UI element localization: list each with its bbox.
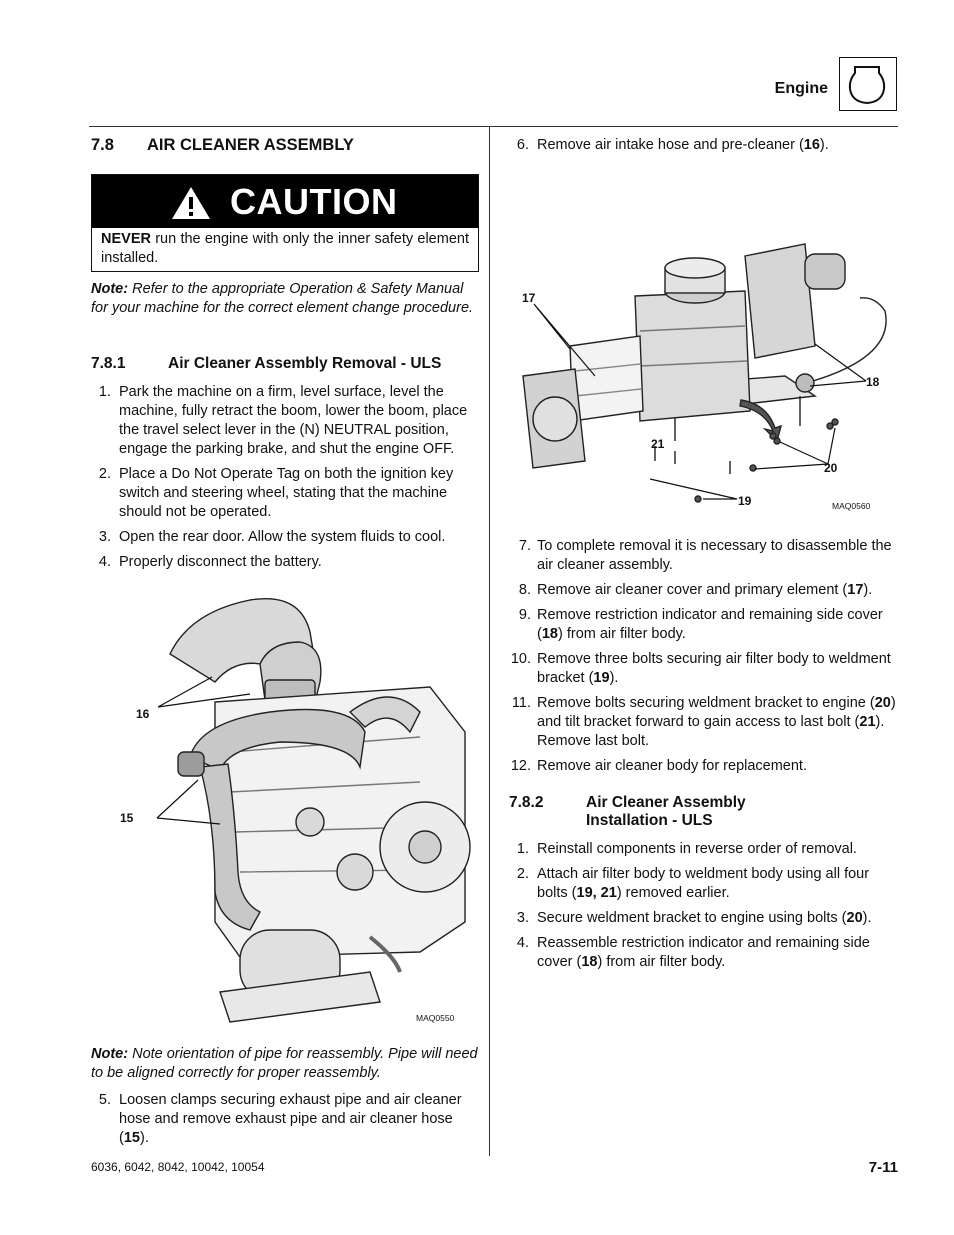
- subsection-title: [586, 794, 746, 830]
- list-item: [509, 840, 899, 859]
- air-cleaner-illustration: [515, 236, 900, 516]
- figure-air-cleaner-exploded: [515, 236, 900, 516]
- step-text: ). Remove last bolt.: [537, 714, 885, 749]
- caution-banner: [92, 175, 478, 228]
- step-text: ) and tilt bracket forward to gain access to last bolt (: [537, 695, 896, 730]
- subsection-number: 7.8.1: [91, 355, 126, 372]
- removal-step-5: [91, 1091, 479, 1154]
- removal-steps-7-12: [509, 537, 899, 782]
- step-number: 10.: [510, 651, 531, 667]
- step-text: To complete removal it is necessary to disassemble the air cleaner assembly.: [537, 538, 892, 573]
- figure-engine-air-cleaner-hose: [120, 592, 482, 1028]
- step-number: 5.: [98, 1092, 111, 1108]
- step-number: 4.: [98, 554, 111, 570]
- callout-17: 17: [522, 291, 536, 305]
- figure-code: MAQ0550: [416, 1013, 455, 1023]
- step-number: 8.: [518, 582, 531, 598]
- list-item: [509, 136, 899, 155]
- note-text: Note orientation of pipe for reassembly. Pipe will need to be aligned correctly for proper reassembly.: [91, 1046, 478, 1081]
- list-item: [91, 528, 479, 547]
- step-text: ) from air filter body.: [557, 626, 686, 642]
- header-rule: [89, 126, 898, 127]
- subsection-heading-removal: [91, 355, 479, 373]
- note-label: Note:: [91, 281, 129, 297]
- callout-ref: 21: [859, 714, 876, 730]
- list-item: [91, 465, 479, 522]
- callout-ref: 19: [593, 670, 610, 686]
- callout-ref: 18: [541, 626, 558, 642]
- note-label: Note:: [91, 1046, 129, 1062]
- step-text: Remove air cleaner cover and primary element (: [537, 582, 848, 598]
- step-text: Open the rear door. Allow the system fluids to cool.: [119, 529, 446, 545]
- caution-box: [91, 174, 479, 272]
- list-item: [91, 383, 479, 459]
- callout-ref: 20: [874, 695, 891, 711]
- step-list: [91, 1091, 479, 1148]
- step-text: Reinstall components in reverse order of removal.: [537, 841, 857, 857]
- list-item: [91, 553, 479, 572]
- callout-15: 15: [120, 811, 134, 825]
- column-divider: [489, 126, 490, 1156]
- callout-20: 20: [824, 461, 838, 475]
- step-number: 6.: [516, 137, 529, 153]
- step-text: Reassemble restriction indicator and remaining side cover (: [537, 935, 870, 970]
- step-list: [91, 383, 479, 572]
- callout-ref: 19, 21: [576, 885, 617, 901]
- list-item: [509, 606, 899, 644]
- step-number: 4.: [516, 935, 529, 951]
- note-element-change: [91, 280, 479, 318]
- list-item: [509, 934, 899, 972]
- step-text: Attach air filter body to weldment body using all four bolts (: [537, 866, 870, 901]
- caution-word: CAUTION: [230, 181, 398, 222]
- step-text: Remove three bolts securing air filter body to weldment bracket (: [537, 651, 891, 686]
- subsection-title: Air Cleaner Assembly Removal - ULS: [168, 355, 442, 372]
- step-number: 2.: [516, 866, 529, 882]
- subsection-title-line: Air Cleaner Assembly: [586, 794, 746, 811]
- step-list: [509, 537, 899, 688]
- step-text: Remove air cleaner body for replacement.: [537, 758, 807, 774]
- list-item: [509, 537, 899, 575]
- step-text: Place a Do Not Operate Tag on both the ignition key switch and steering wheel, stating that the machine should not be operated.: [119, 466, 454, 520]
- step-text: ).: [139, 1130, 149, 1146]
- caution-message: [101, 230, 469, 268]
- step-text: Properly disconnect the battery.: [119, 554, 322, 570]
- step-number: 7.: [518, 538, 531, 554]
- step-text: Loosen clamps securing exhaust pipe and air cleaner hose and remove exhaust pipe and air cleaner hose (: [119, 1092, 462, 1146]
- step-text: ).: [863, 582, 873, 598]
- caution-lead: NEVER: [101, 231, 151, 247]
- step-number: 12.: [510, 758, 531, 774]
- page-number: 7-11: [868, 1159, 898, 1176]
- engine-outline-icon: [839, 57, 897, 111]
- list-item: [509, 650, 899, 688]
- warning-triangle-icon: [170, 185, 212, 221]
- step-number: 2.: [98, 466, 111, 482]
- callout-19: 19: [738, 494, 752, 508]
- step-text: ) from air filter body.: [597, 954, 726, 970]
- engine-illustration: [120, 592, 482, 1028]
- step-number: 9.: [518, 607, 531, 623]
- section-number: 7.8: [91, 136, 114, 154]
- removal-steps-1-4: [91, 383, 479, 578]
- subsection-title-line: Installation - ULS: [586, 812, 713, 829]
- step-text: Remove restriction indicator and remaining side cover (: [537, 607, 883, 642]
- step-number: 1.: [516, 841, 529, 857]
- footer-models: 6036, 6042, 8042, 10042, 10054: [91, 1160, 265, 1174]
- step-number: 1.: [98, 384, 111, 400]
- callout-ref: 17: [847, 582, 864, 598]
- step-text: Remove bolts securing weldment bracket to engine (: [537, 695, 875, 711]
- subsection-number: 7.8.2: [509, 794, 544, 811]
- list-item: [509, 694, 899, 751]
- callout-ref: 18: [581, 954, 598, 970]
- removal-step-6: [509, 136, 899, 161]
- callout-21: 21: [651, 437, 665, 451]
- figure-code: MAQ0560: [832, 501, 871, 511]
- step-number: 3.: [98, 529, 111, 545]
- step-list: [509, 840, 899, 972]
- step-number: 11.: [511, 695, 531, 711]
- callout-16: 16: [136, 707, 150, 721]
- list-item: [509, 909, 899, 928]
- running-header-title: Engine: [774, 80, 828, 97]
- subsection-heading-installation: [509, 794, 899, 830]
- note-text: Refer to the appropriate Operation & Safety Manual for your machine for the correct element change procedure.: [91, 281, 474, 316]
- section-heading: [91, 136, 479, 155]
- list-item: [509, 757, 899, 776]
- note-pipe-orientation: [91, 1045, 479, 1083]
- list-item: [509, 581, 899, 600]
- callout-ref: 15: [123, 1130, 140, 1146]
- caution-body: run the engine with only the inner safety element installed.: [101, 231, 469, 266]
- step-number: 3.: [516, 910, 529, 926]
- callout-ref: 16: [803, 137, 820, 153]
- step-text: Park the machine on a firm, level surface, level the machine, fully retract the boom, lower the boom, place the travel select lever in the (N) NEUTRAL position, engage the parking brake, and shut the engine OFF.: [119, 384, 468, 457]
- step-text: Secure weldment bracket to engine using bolts (: [537, 910, 847, 926]
- installation-steps: [509, 840, 899, 978]
- callout-18: 18: [866, 375, 880, 389]
- step-list: [509, 694, 899, 776]
- step-text: ).: [819, 137, 829, 153]
- section-title: AIR CLEANER ASSEMBLY: [147, 136, 354, 154]
- list-item: [91, 1091, 479, 1148]
- callout-ref: 20: [846, 910, 863, 926]
- step-text: Remove air intake hose and pre-cleaner (: [537, 137, 804, 153]
- step-list: [509, 136, 899, 155]
- list-item: [509, 865, 899, 903]
- step-text: ) removed earlier.: [616, 885, 730, 901]
- step-text: ).: [862, 910, 872, 926]
- step-text: ).: [609, 670, 619, 686]
